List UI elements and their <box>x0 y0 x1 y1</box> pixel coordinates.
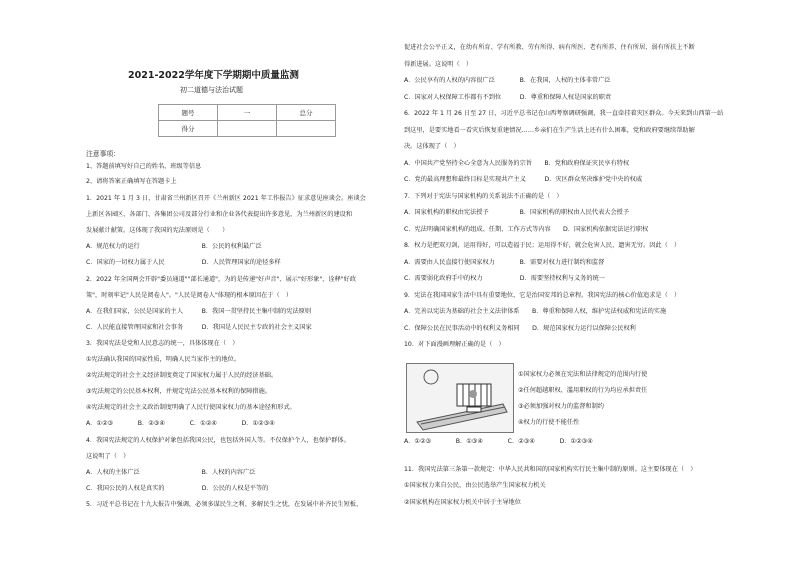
cartoon-image <box>406 363 514 433</box>
text-line: ④宪法规定的社会主义政治制度明确了人民行使国家权力的基本途径和形式。 <box>86 404 296 412</box>
text-line: C．需要弱化政府手中的权力 D．需要坚持权利与义务的统一 <box>404 275 605 282</box>
text-line: ③宪法规定的公民基本权利，并规定宪法公民基本权利的保障措施。 <box>86 388 271 396</box>
text-line: 发展献计献策。这体现了我国的宪法原则是（ ） <box>86 227 229 235</box>
text-line: A．在我们国家，公民是国家的主人 B．我国一贯坚持民主集中制的宪法原则 <box>86 307 312 315</box>
text-line: 这说明了（ ） <box>86 452 130 460</box>
text-line: C．我国公民的人权是真实的 D．公民的人权是平等的 <box>86 484 269 492</box>
text-line: A．公民享有的人权的内容很广泛 B．在我国，人权的主体非常广泛 <box>404 77 611 84</box>
text-line: C．国家的一切权力属于人民 D．人民管理国家的途径多样 <box>86 259 281 267</box>
text-line: 到这里，是要实地看一看灾后恢复重建情况……乡亲们在生产生活上还有什么困难，党和政府要继续帮助解 <box>404 126 695 134</box>
text-line: ②国家机构在国家权力机关中居于主导地位 <box>404 498 521 506</box>
text-line: 9．宪法在我国国家生活中具有重要地位，它是治国安邦的总章程。我国宪法的核心价值追求是（ ） <box>404 291 681 299</box>
text-line: 6．2022 年 1 月 26 日至 27 日，习近平总书记在山西考察调研强调，我一直牵挂着灾区群众。今天来到山西第一站 <box>404 110 724 117</box>
text-line: 1．2021 年 1 月 3 日，甘肃省兰州新区召开《兰州新区 2021 年工作报告》征求意见座谈会。座谈会 <box>86 195 366 202</box>
q10-choices: A．①②③ B．①③④ C．②③④ D．①②③④ <box>404 438 593 445</box>
text-line: C．国家对人权保障工作都有不到位 D．尊重和保障人权是国家的职责 <box>404 93 612 101</box>
text-line: A．人权的主体广泛 B．人权的内容广泛 <box>86 468 256 476</box>
text-line: 4．我国宪法规定的人权保护对象包括我国公民，也包括外国人等。不仅保护个人，也保护群体。 <box>86 436 350 444</box>
text-line: 2．2022 年全国两会开辟"委员通道""部长通道"，为的是传递"好声音"、展示"好形象"、诠释"好政 <box>86 275 357 283</box>
score-cell: 得分 <box>159 121 218 137</box>
score-cell[interactable] <box>218 121 277 137</box>
exam-title: 2021-2022学年度下学期期中质量监测 <box>128 70 299 81</box>
score-table-row <box>159 105 336 121</box>
text-line: C．党的最高理想和最终目标是实现共产主义 D．灾区群众坚决维护党中央的权威 <box>404 176 643 183</box>
text-line: 8．权力是把双刃剑，运用得好，可以造福于民；运用得不好，就会危害人民，遗害无穷。因此（ ） <box>404 242 681 249</box>
score-cell: 题号 <box>159 105 218 121</box>
score-table-row <box>159 121 336 137</box>
score-cell[interactable] <box>277 121 336 137</box>
figure-in-cage <box>469 390 477 398</box>
score-cell: 一 <box>218 105 277 121</box>
cage-plate <box>467 407 481 412</box>
score-cell: 总分 <box>277 105 336 121</box>
score-table <box>158 104 336 137</box>
q10-option: ①国家权力必须在宪法和法律规定的范围内行使 <box>518 371 648 378</box>
text-line: A．国家机构的职权由宪法授予 B．国家机构的职权由人民代表大会授予 <box>404 209 630 216</box>
text-line: A．①②③ B．②③④ C．①②④ D．①②③④ <box>86 420 275 428</box>
text-line: 得新进展。这说明（ ） <box>404 60 473 68</box>
text-line: A．规范权力的运行 B．公民的权利最广泛 <box>86 243 262 251</box>
rail-track <box>417 404 507 430</box>
text-line: C．保障公民在民事活动中的权利义务相同 D．规范国家权力运行以保障公民权利 <box>404 324 636 332</box>
cartoon-drawing <box>407 364 513 432</box>
text-line: A．中国共产党坚持全心全意为人民服务的宗旨 B．党和政府保证灾民享有特权 <box>404 159 630 167</box>
q10-option: ④权力的行使不能任性 <box>518 419 580 426</box>
text-line: ①宪法确认我国的国家性质，明确人民当家作主的地位。 <box>86 356 241 363</box>
text-line: C．人民能直接管理国家和社会事务 D．我国是人民民主专政的社会主义国家 <box>86 323 312 331</box>
text-line: 促进社会公平正义，在幼有所育、学有所教、劳有所得、病有所医、老有所养、住有所居、弱有所扶上不断 <box>404 44 695 51</box>
notes-heading: 注意事项： <box>86 150 120 158</box>
q10-option: ②任何超越职权、滥用职权的行为均应承担责任 <box>518 387 648 394</box>
text-line: 上新区各园区、各部门、各集团公司及部分行业和企业各代表提出许多意见，为兰州新区的建设和 <box>86 211 353 219</box>
text-line: 10．对下面漫画理解正确的是（ ） <box>404 341 505 348</box>
text-line: 策"，时刻牢记"人民是阅卷人"。"人民是阅卷人"体现的根本原因在于（ ） <box>86 291 293 299</box>
text-line: 3．我国宪法是党和人民意志的统一，具体体现在（ ） <box>86 339 239 347</box>
text-line: 5．习近平总书记在十九大报告中强调，必须多谋民生之利、多解民生之忧，在发展中补齐民生短板、 <box>86 500 363 508</box>
note-item: 1、答题前填写好自己的姓名、班级等信息 <box>86 163 202 170</box>
text-line: A．需要由人民直接行使国家权力 B．需要对权力进行制约和监督 <box>404 258 605 266</box>
text-line: C．宪法明确国家机构的组成、任期、工作方式等内容 D．国家机构依据宪法运行职权 <box>404 225 649 233</box>
text-line: 决。这体现了（ ） <box>404 143 460 150</box>
text-line: ②宪法规定的社会主义经济制度奠定了国家权力属于人民的经济基础。 <box>86 372 278 380</box>
text-line: A．完善以宪法为基础的社会主义法律体系 B．尊重和保障人权，维护宪法权威和宪法的实施 <box>404 308 667 315</box>
text-line: 11．我国宪法第三条第一款规定：中华人民共和国的国家机构实行民主集中制的原则。这主要体现在（ ） <box>404 465 697 473</box>
exam-subtitle: 初二道德与法治试题 <box>180 86 243 94</box>
note-item: 2、请将答案正确填写在答题卡上 <box>86 178 177 185</box>
text-line: ①国家权力来自公民，由公民选举产生国家权力机关 <box>404 482 546 489</box>
sun-icon <box>424 370 438 384</box>
q10-option: ③必须加强对权力的监督和制约 <box>518 403 604 410</box>
text-line: 7．下列对于宪法与国家机构的关系说法不正确的是（ ） <box>404 192 563 200</box>
